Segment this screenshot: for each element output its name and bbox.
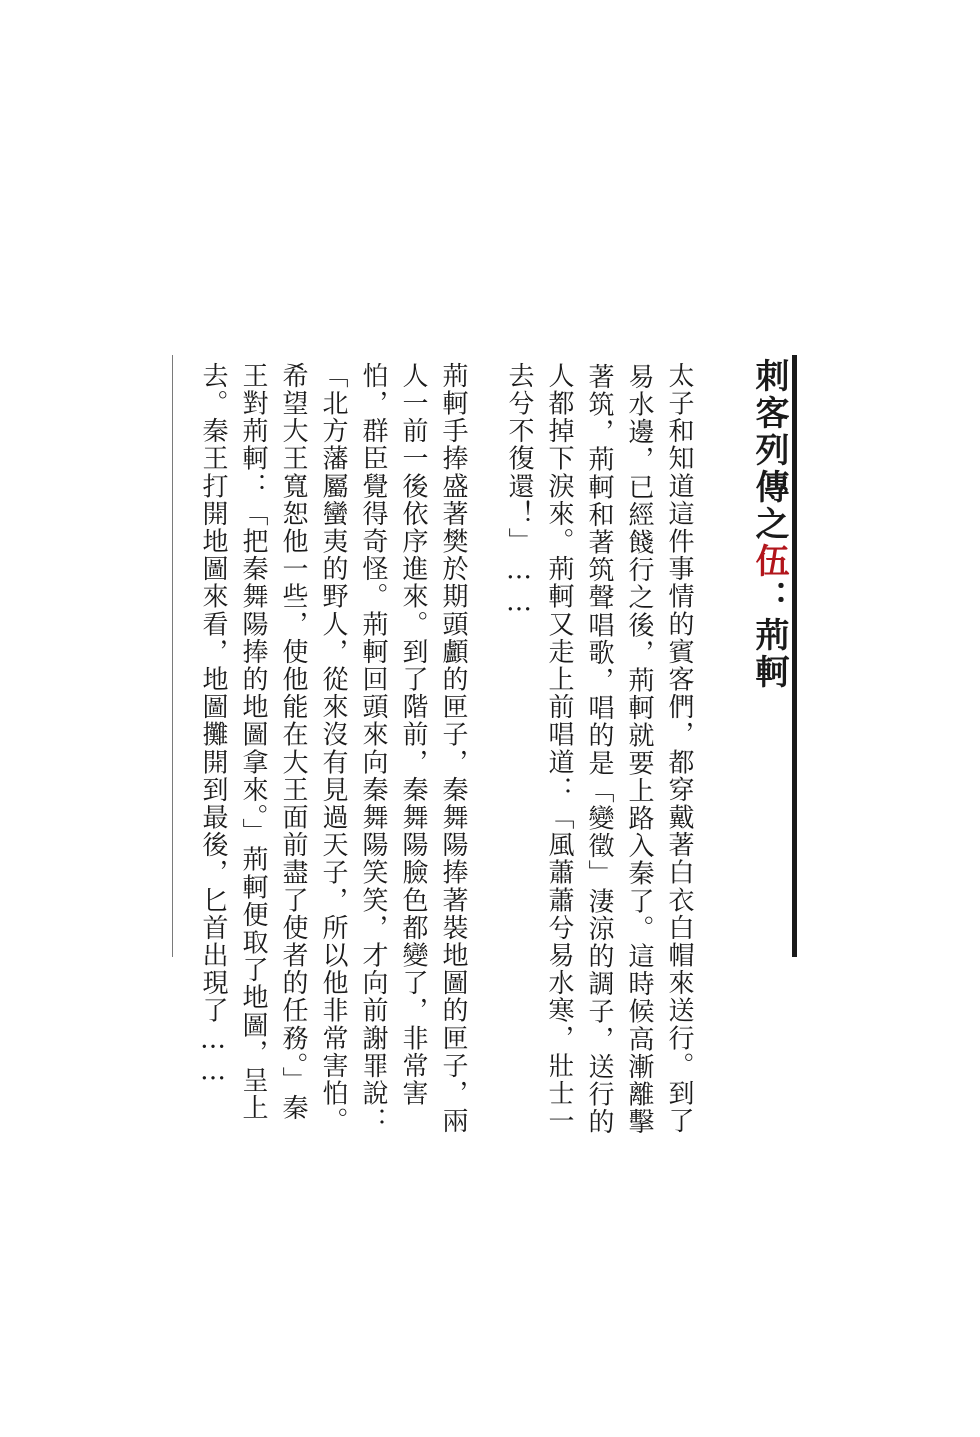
text-line: 易水邊，已經餞行之後，荊軻就要上路入秦了。這時候高漸離擊 <box>624 363 654 1136</box>
text-line: 人都掉下淚來。荊軻又走上前唱道：「風蕭蕭兮易水寒，壯士一 <box>544 362 574 1135</box>
text-line: 荊軻手捧盛著樊於期頭顱的匣子，秦舞陽捧著裝地圖的匣子，兩 <box>438 362 468 1135</box>
text-line: 去。秦王打開地圖來看，地圖攤開到最後，匕首出現了…… <box>198 362 228 1088</box>
text-line: 著筑，荊軻和著筑聲唱歌，唱的是「變徵」淒涼的調子，送行的 <box>584 363 614 1136</box>
chapter-title <box>749 358 789 691</box>
text-line: 去兮不復還！」…… <box>504 362 534 619</box>
title-suffix: ：荊軻 <box>749 580 789 691</box>
text-line: 王對荊軻：「把秦舞陽捧的地圖拿來。」荊軻便取了地圖，呈上 <box>238 362 268 1122</box>
text-line: 太子和知道這件事情的賓客們，都穿戴著白衣白帽來送行。到了 <box>664 362 694 1135</box>
title-number: 伍 <box>749 543 789 580</box>
text-line: 怕，群臣覺得奇怪。荊軻回頭來向秦舞陽笑笑，才向前謝罪說： <box>358 362 388 1135</box>
text-line: 希望大王寬恕他一些，使他能在大王面前盡了使者的任務。」秦 <box>278 362 308 1122</box>
title-prefix: 刺客列傳之 <box>749 358 789 543</box>
title-rule <box>792 355 797 957</box>
end-rule <box>172 355 173 957</box>
text-line: 「北方藩屬蠻夷的野人，從來沒有見過天子，所以他非常害怕。 <box>318 362 348 1135</box>
text-line: 人一前一後依序進來。到了階前，秦舞陽臉色都變了，非常害 <box>398 362 428 1108</box>
